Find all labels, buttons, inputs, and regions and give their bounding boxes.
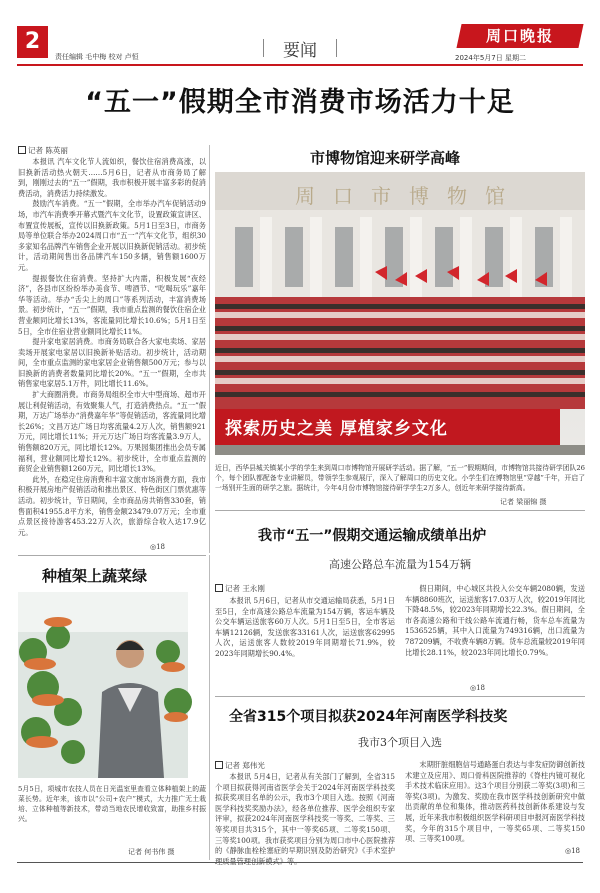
section-divider (18, 555, 206, 556)
award-deck: 我市3个项目入选 (358, 736, 442, 749)
traffic-byline: 记者 王永刚 (215, 583, 265, 594)
section-title: 要闻 (253, 36, 347, 61)
lead-byline: 记者 陈英丽 (18, 145, 68, 156)
section-divider (215, 510, 585, 511)
column-divider (209, 145, 210, 553)
plant-credit: 记者 何书伟 摄 (128, 848, 175, 856)
museum-photo-illustration (215, 172, 585, 455)
lead-paragraph: 扩大商圈消费。市商务局组织全市大中型商场、超市开展让利促销活动，有效聚集人气，打造消费热点。“五一”假期，万达广场举办“消费嘉年华”等促销活动，客流量同比增长26%；文昌万达广场日均客流量4.2万人次，销售额921万元，同比增长11%；开元万达广场日均客流量3.9万人，销售额820万元，同比增长12%。万果园集团推出会员专属福利，营业额同比增长12%。初步统计，全市重点监测的商贸企业销售额1260万元，同比增长13%。 (18, 390, 206, 474)
newspaper-logo: 周口晚报 (456, 24, 583, 48)
masthead-rule (17, 64, 583, 66)
main-headline: “五一”假期全市消费市场活力十足 (85, 87, 515, 118)
museum-banner-text: 探索历史之美 厚植家乡文化 (225, 419, 448, 439)
traffic-paragraph: 假日期间，中心城区共投入公交车辆2080辆，发送车辆8860班次，运送旅客17.03万人次，较2019年同比下降48.5%，较2023年同期增长22.3%。假日期间，全市各高速公路和干线公路车流通行畅，货车总车流量为1536525辆，其中入口流量为749316辆，出口流量为787209辆，不收费车辆8万辆。货车总流量较2019年同比增长28.11%，较2023年同比增长0.79%。 (405, 584, 585, 657)
museum-credit: 记者 梁丽锦 摄 (500, 498, 547, 506)
masthead (0, 0, 600, 66)
award-byline: 记者 郑伟光 (215, 760, 265, 771)
award-paragraph: 本报讯 5月4日，记者从有关部门了解到，全省315个项目拟获得河南省医学会关于2024年河南医学科技奖拟获奖项目名单的公示，我市3个项目入选。按照《河南医学科技奖奖励办法》，经各单位推荐、医学会组织专家评审，拟获2024年河南医学科技奖一等奖、二等奖、三等奖项目共315个，其中一等奖65项、二等奖150项、三等奖100项。我市获奖项目分别为周口市中心医院推荐的《静脉血栓栓塞症的早期识别及防治研究》《手术室护 (215, 772, 395, 856)
plant-photo-illustration (18, 592, 188, 778)
award-end-mark: ◎18 (565, 847, 581, 855)
award-paragraph: 末期肝脏细胞信号通路蛋白表达与非发症防御创新技术建立及应用》、周口骨科医院推荐的《脊柱内镜可视化手术技术临床应用》。这3个项目分别获二等奖(3项)和三等奖(3项)。为激发、奖励在我市医学科技创新研究中做出贡献的单位和集体，推动医药科技创新体系建设与发展，近年来我市积极组织医学科研项目申报河南医学科技奖，今年的315个项目中，一等奖65项、二等奖150项、三等奖100项。 (405, 760, 585, 844)
lead-end-mark: ◎18 (150, 543, 166, 551)
lead-paragraph: 提升家电家居消费。市商务局联合各大家电卖场、家居卖场开展家电家居以旧换新补贴活动。初步统计，活动期间，全市重点监测的家电家居企业销售额500万元；参与以旧换新的消费者数量同比增长20%。“五一”假期，全市共销售家电家居5.1万件，同比增长11.6%。 (18, 337, 206, 389)
museum-building-sign: 周口市博物馆 (295, 184, 523, 208)
lead-paragraph: 此外，在稳定住房消费和丰富文旅市场消费方面，我市积极开展房地产促销活动和推出景区、特色街区门票优惠等活动。初步统计，节日期间，全市商品房共销售330套，销售面积41955.8平方米，销售金额23479.07万元；全市重点景区接待游客453.22万人次，旅游综合收入达17.9亿元。 (18, 474, 206, 537)
award-column-2 (405, 760, 585, 846)
dateline: 2024年5月7日 星期二 (455, 54, 526, 62)
section-divider (215, 696, 585, 697)
lead-paragraph: 本报讯 汽车文化节人流如织，餐饮住宿消费高涨，以旧换新活动热火朝天……5月6日，记者从市商务局了解到，刚刚过去的“五一”假期，我市积极开展丰富多彩的促消费活动，消费活力持续激发。 (18, 157, 206, 198)
plant-caption: 5月5日，项城市农技人员在日光温室里查看立体种植架上的蔬菜长势。近年来，该市以“公司+农户”模式，大力推广无土栽培、立体种植等新技术，带动当地农民增收致富，助推乡村振兴。 (18, 785, 206, 823)
traffic-paragraph: 本报讯 5月6日，记者从市交通运输局获悉，5月1日至5日，全市高速公路总车流量为154万辆，客运车辆及公交车辆运送旅客60万人次。5月1日至5日，全市客运车辆12126辆，发送旅客33161人次，运送旅客62995人次，运送旅客人数较2019年同期增长71.9%，较2023年同期增长90.4%。 (215, 596, 395, 658)
traffic-deck: 高速公路总车流量为154万辆 (329, 558, 471, 571)
award-column-1 (215, 772, 395, 856)
editor-credits: 责任编辑 毛中梅 校对 卢恒 (55, 53, 139, 61)
traffic-title: 我市“五一”假期交通运输成绩单出炉 (258, 528, 487, 544)
page-number: 2 (17, 26, 48, 58)
museum-photo (215, 172, 585, 455)
column-divider (209, 555, 210, 860)
traffic-end-mark: ◎18 (470, 684, 486, 692)
lead-paragraph: 鼓励汽车消费。“五一”假期，全市举办汽车促销活动9场，市汽车消费季开幕式暨汽车文化节，设置政策宣讲区、布置宣传展板，宣传以旧换新政策。5月1日至3日，市商务局等单位联合举办2024周口市“五一”汽车文化节，组织30多家知名品牌汽车销售企业开展以旧换新促销活动。初步统计，活动期间售出各品牌汽车150多辆，销售额1600万元。 (18, 199, 206, 272)
traffic-column-2 (405, 584, 585, 684)
page-bottom-rule (17, 862, 583, 863)
lead-paragraph: 提振餐饮住宿消费。坚持扩大内需，积极发展“夜经济”，各县市区纷纷举办美食节、啤酒节、“吃喝玩乐”嘉年华等活动。举办“舌尖上的周口”等系列活动，丰富消费场景。初步统计，“五一”假期，我市重点监测的餐饮住宿企业营业额同比增长13%，客流量同比增长10.6%；5月1日至5日，全市住宿业营业额同比增长11%。 (18, 273, 206, 336)
museum-title: 市博物馆迎来研学高峰 (310, 149, 461, 167)
plant-photo (18, 592, 188, 778)
museum-caption: 近日，西华县城关镇某小学的学生来到周口市博物馆开展研学活动。据了解，“五一”假期期间，市博物馆共接待研学团队26个，每个团队都配备专业讲解员，带领学生参观展厅，深入了解周口的历史文化。小学生们在博物馆里“穿越”千年，开启了一场别开生面的研学之旅。据统计，今年4月份市博物馆接待研学学生2万多人，创近年来研学接待新高。 (215, 464, 585, 492)
lead-story-body (18, 157, 206, 541)
award-title: 全省315个项目拟获2024年河南医学科技奖 (229, 709, 508, 725)
plant-title: 种植架上蔬菜绿 (42, 567, 148, 585)
traffic-column-1 (215, 596, 395, 684)
